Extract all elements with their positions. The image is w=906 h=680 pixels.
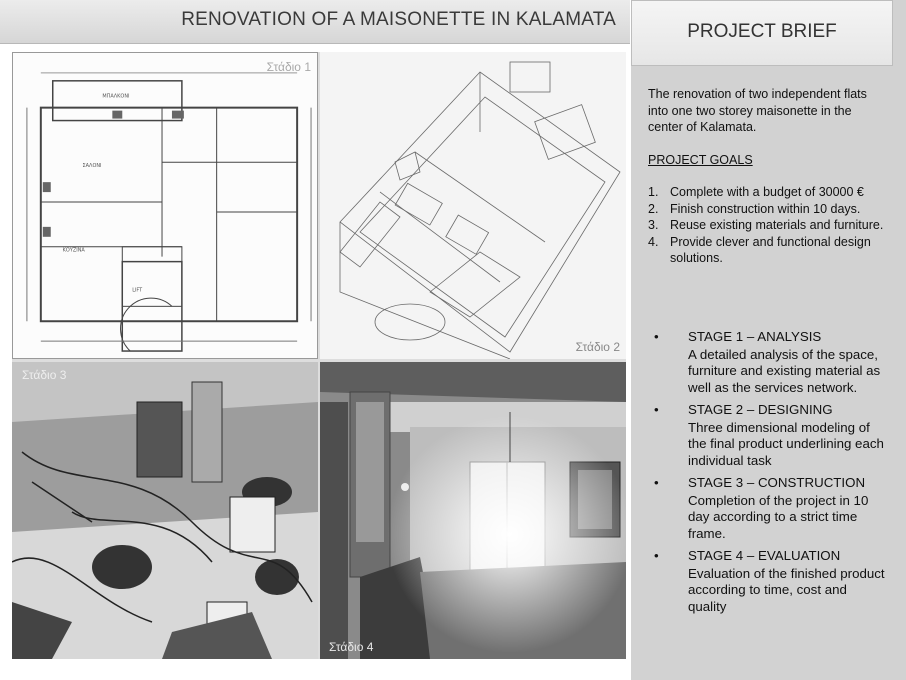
goal-text: Reuse existing materials and furniture.	[670, 218, 884, 232]
stage-item	[648, 402, 888, 469]
goal-number: 2.	[648, 201, 659, 216]
brief-text	[648, 86, 884, 267]
bullet: •	[654, 402, 659, 417]
svg-text:ΜΠΑΛΚΟΝΙ: ΜΠΑΛΚΟΝΙ	[102, 93, 130, 100]
floor-plan-image	[12, 52, 318, 359]
brief-heading: PROJECT BRIEF	[687, 21, 837, 42]
stage-description: A detailed analysis of the space, furniture and existing material as well as the services network.	[688, 346, 881, 395]
goal-number: 1.	[648, 185, 659, 199]
stage-item	[648, 329, 888, 396]
stage-1-label: Στάδιο 1	[266, 60, 311, 74]
stage-title: STAGE 1 – ANALYSIS	[688, 329, 822, 344]
stage-2-label: Στάδιο 2	[575, 340, 620, 354]
svg-text:ΚΟΥΖΙΝΑ: ΚΟΥΖΙΝΑ	[62, 247, 85, 254]
page-title: RENOVATION OF A MAISONETTE IN KALAMATA	[181, 9, 616, 30]
brief-intro: The renovation of two independent flats into one two storey maisonette in the center of Kalamata.	[648, 87, 867, 134]
bullet: •	[654, 329, 659, 344]
stage-item	[648, 475, 888, 542]
stage-title: STAGE 2 – DESIGNING	[688, 402, 833, 417]
svg-text:LIFT: LIFT	[132, 287, 143, 294]
goals-list	[648, 184, 884, 267]
interior-scene	[320, 362, 626, 659]
title-bar	[0, 0, 630, 44]
goal-number: 4.	[648, 234, 659, 249]
construction-photo	[12, 362, 318, 659]
floor-plan-drawing	[13, 53, 317, 358]
stage-3-label: Στάδιο 3	[22, 368, 67, 382]
brief-header	[631, 0, 893, 66]
goal-item	[648, 234, 884, 267]
goal-text: Finish construction within 10 days.	[670, 201, 861, 216]
stage-item	[648, 548, 888, 615]
stage-description: Three dimensional modeling of the final product underlining each individual task	[688, 419, 884, 468]
3d-model-image	[320, 52, 626, 359]
svg-text:ΣΑΛΟΝΙ: ΣΑΛΟΝΙ	[82, 163, 102, 170]
construction-scene	[12, 362, 318, 659]
stage-4-label: Στάδιο 4	[329, 640, 374, 654]
goal-item	[648, 201, 884, 218]
goals-title: PROJECT GOALS	[648, 152, 753, 167]
stage-title: STAGE 3 – CONSTRUCTION	[688, 475, 866, 490]
goal-item	[648, 184, 884, 201]
bullet: •	[654, 548, 659, 563]
stage-description: Completion of the project in 10 day according to a strict time frame.	[688, 492, 869, 541]
stages-list	[648, 329, 888, 621]
goal-text: Provide clever and functional design solutions.	[670, 234, 871, 265]
3d-model-drawing	[320, 52, 626, 359]
stage-title: STAGE 4 – EVALUATION	[688, 548, 841, 563]
bullet: •	[654, 475, 659, 490]
goal-number: 3.	[648, 218, 659, 232]
goal-item	[648, 217, 884, 234]
finished-interior-photo	[320, 362, 626, 659]
stage-description: Evaluation of the finished product according to time, cost and quality	[688, 565, 885, 614]
goal-text: Complete with a budget of 30000 €	[670, 185, 864, 199]
